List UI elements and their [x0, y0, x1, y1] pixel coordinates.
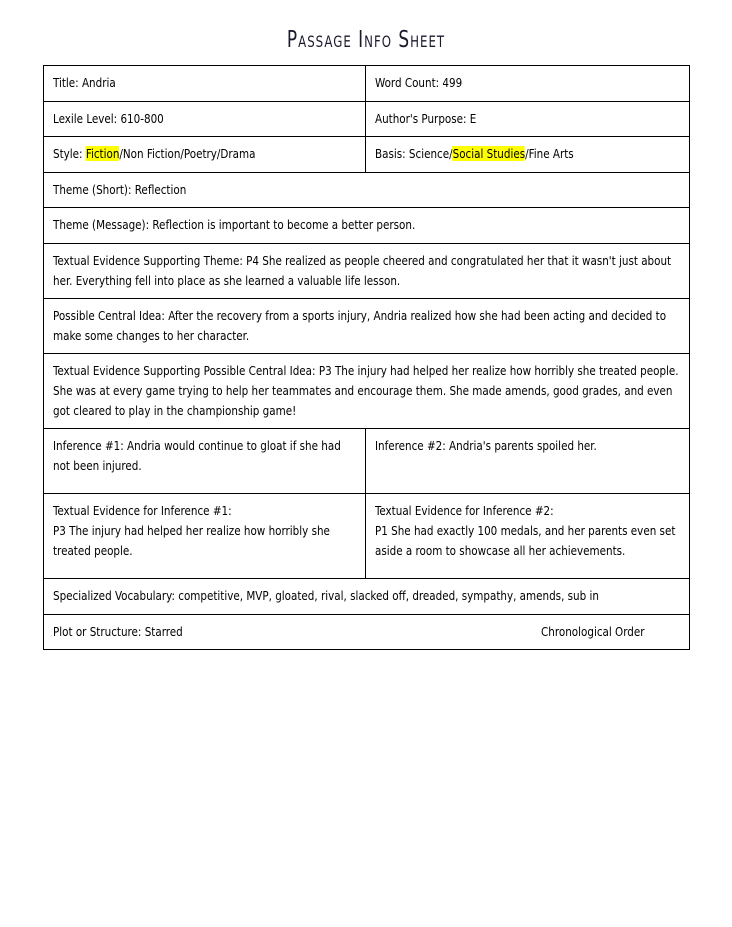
cell-evidence-theme[interactable]	[44, 244, 689, 298]
table-row-evidence-theme	[44, 244, 689, 299]
cell-central-idea[interactable]	[44, 299, 689, 353]
cell-evidence-inference-2[interactable]	[366, 494, 689, 578]
cell-plot-structure[interactable]	[44, 615, 689, 650]
cell-basis-text	[375, 144, 680, 164]
cell-evidence-inference-1-label: Textual Evidence for Inference #1:	[53, 503, 232, 519]
cell-inference-1-text: Inference #1: Andria would continue to gloat if she had not been injured.	[53, 438, 341, 473]
cell-inference-2[interactable]	[366, 429, 689, 493]
cell-lexile-text: Lexile Level: 610-800	[53, 110, 164, 126]
cell-word-count[interactable]	[366, 66, 689, 101]
table-row-evidence-central-idea	[44, 354, 689, 429]
table-row-plot-structure	[44, 615, 689, 651]
style-prefix: Style:	[53, 146, 86, 162]
passage-info-table	[43, 65, 690, 650]
table-row-lexile	[44, 102, 689, 138]
cell-theme-short-text: Theme (Short): Reflection	[53, 181, 187, 197]
cell-inference-1[interactable]	[44, 429, 366, 493]
cell-inference-2-text: Inference #2: Andria's parents spoiled her.	[375, 438, 597, 454]
cell-evidence-inference-1[interactable]	[44, 494, 366, 578]
table-row-theme-message	[44, 208, 689, 244]
cell-plot-structure-inner	[53, 622, 680, 642]
cell-evidence-inference-2-label: Textual Evidence for Inference #2:	[375, 503, 554, 519]
cell-authors-purpose[interactable]	[366, 102, 689, 137]
table-row-inference-evidence	[44, 494, 689, 579]
table-row-style-basis	[44, 137, 689, 173]
style-suffix: /Non Fiction/Poetry/Drama	[119, 146, 256, 162]
cell-central-idea-text: Possible Central Idea: After the recovery from a sports injury, Andria realized how she had been acting and decided to make some changes to her character.	[53, 308, 667, 343]
cell-evidence-theme-text: Textual Evidence Supporting Theme: P4 She realized as people cheered and congratulated her that it wasn't just about her. Everything fell into place as she learned a valuable life lesson.	[53, 252, 672, 288]
table-row-vocabulary	[44, 579, 689, 615]
cell-evidence-inference-2-text: P1 She had exactly 100 medals, and her parents even set aside a room to showcase all her achievements.	[375, 522, 676, 558]
cell-style-text	[53, 144, 356, 164]
cell-purpose-text: Author's Purpose: E	[375, 110, 477, 126]
cell-basis[interactable]	[366, 137, 689, 172]
cell-evidence-inference-1-text: P3 The injury had helped her realize how horribly she treated people.	[53, 522, 330, 558]
basis-suffix: /Fine Arts	[525, 146, 574, 162]
plot-structure-order: Chronological Order	[541, 623, 645, 639]
cell-evidence-central-idea-text: Textual Evidence Supporting Possible Central Idea: P3 The injury had helped her realize how horribly she treated people. She was at every game trying to help her teammates and encourage them. She made amends, good grades, and even got cleared to play in the championship game!	[53, 363, 679, 418]
cell-style[interactable]	[44, 137, 366, 172]
cell-evidence-central-idea[interactable]	[44, 354, 689, 428]
cell-specialized-vocabulary[interactable]	[44, 579, 689, 614]
table-row-title	[44, 66, 689, 102]
table-row-central-idea	[44, 299, 689, 354]
basis-prefix: Basis: Science/	[375, 146, 453, 162]
cell-vocabulary-text: Specialized Vocabulary: competitive, MVP, gloated, rival, slacked off, dreaded, sympathy, amends, sub in	[53, 588, 599, 604]
cell-lexile-level[interactable]	[44, 102, 366, 137]
page-title: Passage Info Sheet	[286, 27, 446, 53]
basis-selected-highlight[interactable]: Social Studies	[452, 146, 526, 162]
plot-structure-label: Plot or Structure: Starred	[53, 623, 183, 639]
cell-word-count-text: Word Count: 499	[375, 75, 463, 90]
cell-theme-message-text: Theme (Message): Reflection is important to become a better person.	[53, 217, 416, 233]
cell-title[interactable]	[44, 66, 366, 101]
cell-title-text: Title: Andria	[53, 75, 116, 90]
cell-theme-short[interactable]	[44, 173, 689, 208]
table-row-inferences	[44, 429, 689, 494]
cell-theme-message[interactable]	[44, 208, 689, 243]
style-selected-highlight[interactable]: Fiction	[85, 146, 120, 162]
table-row-theme-short	[44, 173, 689, 209]
